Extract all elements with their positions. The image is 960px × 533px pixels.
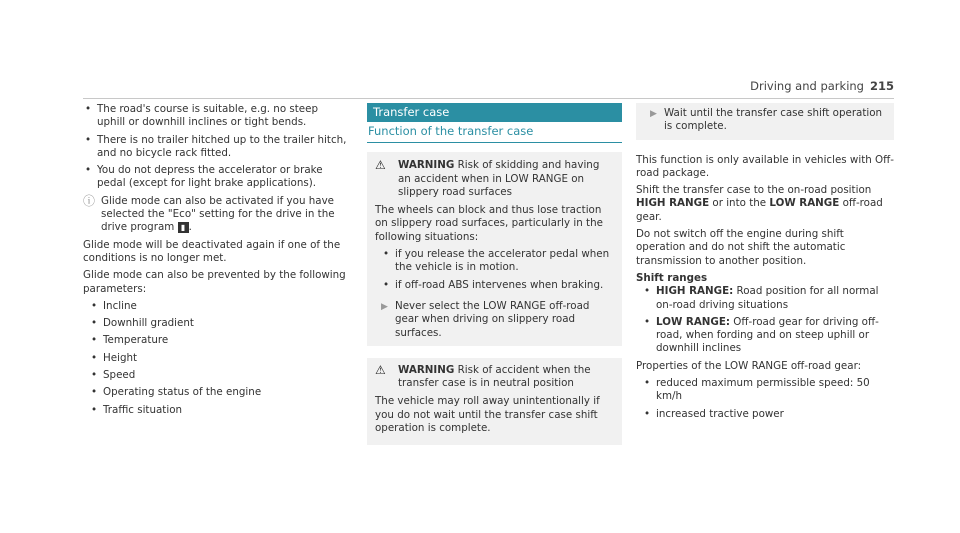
instruction-step: ▶ Wait until the transfer case shift operation is complete. bbox=[644, 107, 886, 134]
list-item: • LOW RANGE: Off-road gear for driving off-road, when fording and on steep uphill or downhill inclines bbox=[644, 315, 879, 355]
list-item: • Traffic situation bbox=[91, 403, 183, 416]
list-item: • Temperature bbox=[91, 334, 169, 347]
warning-box: ⚠ WARNING Risk of accident when the transfer case is in neutral position The vehicle may roll away unintentionally if you do not wait until the transfer case shift operation is complete. bbox=[367, 358, 622, 445]
header-rule bbox=[83, 98, 894, 99]
list-item: • if off-road ABS intervenes when braking. bbox=[383, 278, 604, 291]
subheading: Shift ranges bbox=[636, 271, 708, 284]
list-item: • if you release the accelerator pedal when the vehicle is in motion. bbox=[383, 248, 610, 274]
header-section: Driving and parking bbox=[750, 79, 864, 93]
page-header bbox=[750, 80, 894, 93]
arrow-icon: ▶ bbox=[381, 301, 388, 312]
list-item: • There is no trailer hitched up to the trailer hitch, and no bicycle rack fitted. bbox=[85, 133, 347, 159]
instruction-box bbox=[636, 103, 894, 140]
column-2 bbox=[367, 103, 622, 457]
page-number: 215 bbox=[869, 79, 894, 93]
list-item: • Downhill gradient bbox=[91, 317, 194, 330]
paragraph: Glide mode will be deactivated again if one of the conditions is no longer met. bbox=[83, 238, 341, 264]
warning-icon: ⚠ bbox=[375, 362, 386, 377]
section-subtitle: Function of the transfer case bbox=[367, 125, 622, 143]
instruction-step: ▶ Never select the LOW RANGE off-road gear when driving on slippery road surfaces. bbox=[375, 300, 614, 340]
list-item: • reduced maximum permissible speed: 50 km/h bbox=[644, 377, 870, 403]
arrow-icon: ▶ bbox=[650, 109, 657, 119]
list-item: • You do not depress the accelerator or brake pedal (except for light brake applications). bbox=[85, 164, 323, 190]
list-item: • The road's course is suitable, e.g. no steep uphill or downhill inclines or tight bends. bbox=[85, 103, 319, 129]
drive-program-icon: ▮ bbox=[178, 222, 189, 233]
paragraph: Glide mode can also be prevented by the following parameters: bbox=[83, 269, 346, 295]
column-1 bbox=[83, 103, 349, 421]
list-item: • Incline bbox=[91, 299, 137, 312]
list-item: • increased tractive power bbox=[644, 407, 784, 420]
section-title: Transfer case bbox=[367, 103, 622, 122]
info-icon: ⓘ bbox=[83, 193, 96, 208]
list-item: • HIGH RANGE: Road position for all normal on-road driving situations bbox=[644, 285, 879, 311]
paragraph: Shift the transfer case to the on-road position HIGH RANGE or into the LOW RANGE off-road gear. bbox=[636, 184, 883, 223]
column-3: ▶ Wait until the transfer case shift operation is complete. This function is only available in vehicles with Off-road package. Shift the transfer case to the on-road position HIGH RANGE or into the LOW RANGE off-road gear. Do not switch off the engine during shift operation and do not shift the automatic transmission to another position. Shift ranges • HIGH RANGE: Road position for all normal on-road driving situations • LOW RANGE: Off-road gear for driving off-road, when fording and on steep uphill or downhill inclines Properties of the LOW RANGE off-road gear: • reduced maximum permissible speed: 50 km/h • increased tractive power bbox=[636, 103, 894, 425]
list-item: • Speed bbox=[91, 369, 136, 382]
list-item: • Height bbox=[91, 351, 138, 364]
info-note: ⓘ Glide mode can also be activated if you have selected the "Eco" setting for the drive in the drive program ▮ . bbox=[83, 193, 335, 234]
warning-icon: ⚠ bbox=[375, 158, 386, 173]
warning-box: ⚠ WARNING Risk of skidding and having an accident when in LOW RANGE on slippery road surfaces The wheels can block and thus lose traction on slippery road surfaces, particularly in the following situations: • if you release the accelerator pedal when the vehicle is in motion. • if off-road ABS intervenes when braking. ▶ Never select the LOW RANGE off-road gear when driving on slippery road surfaces. bbox=[367, 152, 622, 346]
list-item: • Operating status of the engine bbox=[91, 386, 262, 399]
